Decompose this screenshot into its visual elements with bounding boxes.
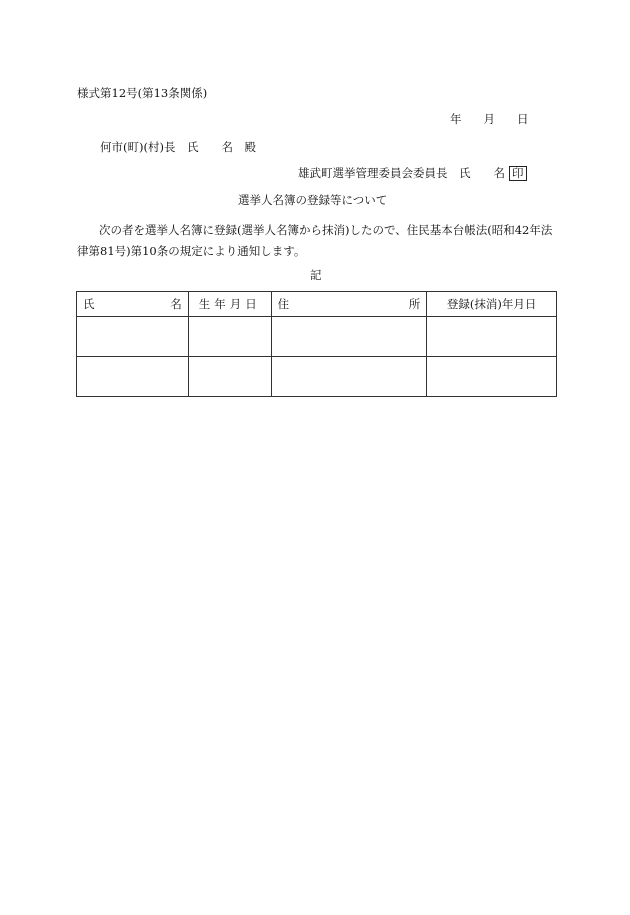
table-row bbox=[77, 357, 557, 397]
table-header-row bbox=[77, 292, 557, 317]
cell-birthdate bbox=[188, 357, 271, 397]
cell-name bbox=[77, 357, 189, 397]
seal-mark: 印 bbox=[509, 166, 527, 181]
header-address bbox=[271, 292, 427, 317]
cell-birthdate bbox=[188, 317, 271, 357]
header-name bbox=[77, 292, 189, 317]
header-name-a: 氏 bbox=[83, 297, 95, 311]
cell-registration-date bbox=[427, 357, 557, 397]
day-label: 日 bbox=[517, 112, 529, 126]
sender-title: 雄武町選挙管理委員会委員長 氏 名 bbox=[298, 166, 505, 180]
cell-name bbox=[77, 317, 189, 357]
header-registration-date: 登録(抹消)年月日 bbox=[427, 292, 557, 317]
date-line bbox=[450, 112, 529, 126]
header-birthdate: 生年月日 bbox=[188, 292, 271, 317]
month-label: 月 bbox=[483, 112, 495, 126]
table-row bbox=[77, 317, 557, 357]
year-label: 年 bbox=[450, 112, 462, 126]
addressee: 何市(町)(村)長 氏 名 殿 bbox=[100, 140, 256, 154]
header-address-a: 住 bbox=[277, 297, 290, 311]
document-subject: 選挙人名簿の登録等について bbox=[238, 193, 388, 207]
ki-heading: 記 bbox=[310, 268, 322, 282]
header-address-b: 所 bbox=[408, 297, 421, 311]
register-table bbox=[76, 291, 557, 397]
cell-address bbox=[271, 357, 427, 397]
sender bbox=[298, 166, 527, 181]
body-paragraph: 次の者を選挙人名簿に登録(選挙人名簿から抹消)したので、住民基本台帳法(昭和42年法律第81号)第10条の規定により通知します。 bbox=[77, 223, 553, 258]
form-number: 様式第12号(第13条関係) bbox=[77, 86, 208, 100]
cell-registration-date bbox=[427, 317, 557, 357]
cell-address bbox=[271, 317, 427, 357]
header-name-b: 名 bbox=[170, 297, 182, 311]
